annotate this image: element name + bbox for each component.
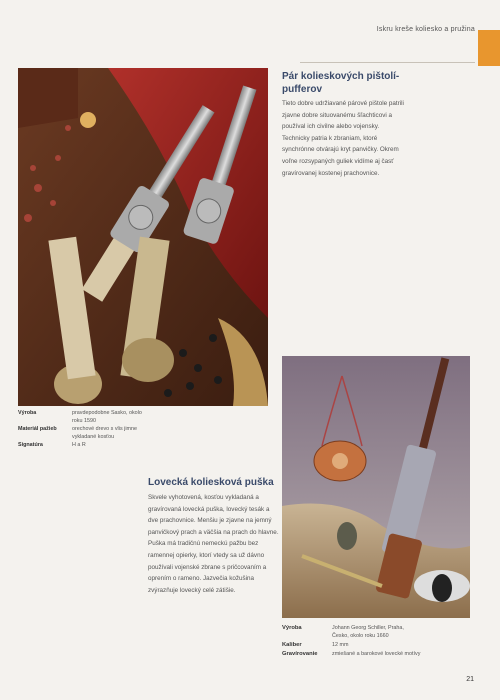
rifle-photo xyxy=(282,356,470,618)
spec-value: 12 mm xyxy=(332,642,349,648)
chapter-tab xyxy=(478,30,500,66)
article1-specs xyxy=(18,410,268,460)
spec-label: Kaliber xyxy=(282,642,302,648)
spec-value: zmiešané a barokové lovecké motívy xyxy=(332,651,421,657)
article2-body: Skvele vyhotovená, kosťou vykladaná a gravírovaná lovecká puška, lovecký tesák a dve prachovnice. Menšiu je zjavne na jemný panvičkový prach a väčšia na prach do hlavne. Puška má tradičnú nemeckú pažbu bez ramennej opierky, ktorí vtedy sa už dávno používali vojenské zbrane s pričcovaním a oprením o rameno. Jazvečia kožušina zvýrazňuje lovecký celé zátišie. xyxy=(148,494,279,594)
spec-label: Gravírovanie xyxy=(282,651,318,657)
spec-label: Materiál pažieb xyxy=(18,426,57,432)
article1-body: Tieto dobre udržiavané párové pištole patrili zjavne dobre situovanému šľachticovi a používal ich civilne alebo vojensky. Technicky patria k zbraniam, ktoré synchrónne otvárajú kryt panvičky. Okrem voľne rozsypaných guliek vidíme aj časť gravírovanej kostenej prachovnice. xyxy=(282,100,404,177)
pistols-photo xyxy=(18,68,268,406)
spec-label: Výroba xyxy=(18,410,37,416)
article2-title: Lovecká koliesková puška xyxy=(148,477,274,488)
spec-value: Johann Georg Schiller, Praha, Česko, okolo roku 1660 xyxy=(332,625,404,639)
spec-label: Výroba xyxy=(282,625,302,631)
article2-specs xyxy=(282,625,472,665)
section-title: Iskru kreše koliesko a pružina xyxy=(376,26,475,33)
spec-value: orechové drevo s vlis jimne vykladané kosťou xyxy=(72,426,138,440)
page-number: 21 xyxy=(466,676,474,683)
spec-value: pravdepodobne Sasko, okolo roku 1590 xyxy=(72,410,142,424)
spec-value: H a R xyxy=(72,442,86,448)
running-header xyxy=(300,22,475,63)
article1-title: Pár kolieskových pištolí-pufferov xyxy=(282,71,400,95)
spec-label: Signatúra xyxy=(18,442,43,448)
